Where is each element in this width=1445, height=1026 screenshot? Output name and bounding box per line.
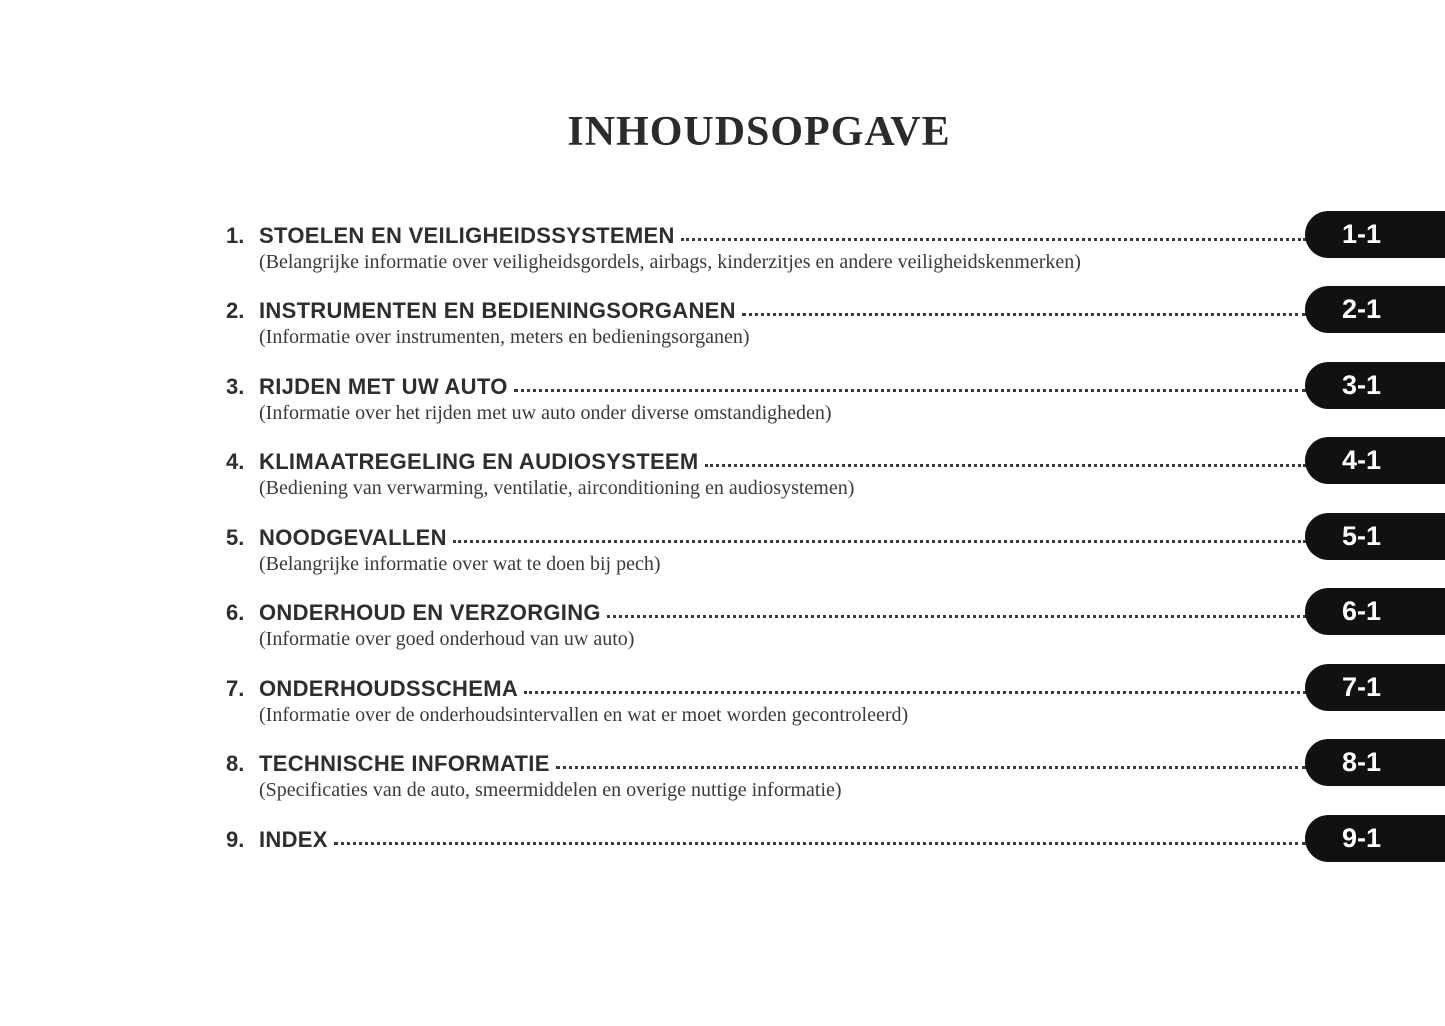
page-title: INHOUDSOPGAVE (567, 109, 951, 155)
entry-heading[interactable]: ONDERHOUDSSCHEMA (259, 676, 519, 701)
entry-heading[interactable]: INDEX (259, 827, 328, 852)
toc-entry-4[interactable] (226, 437, 1445, 507)
page-tab-4-1[interactable]: 4-1 (1305, 437, 1445, 484)
entry-number: 8. (226, 751, 245, 776)
entry-heading[interactable]: NOODGEVALLEN (259, 525, 447, 550)
toc-entry-5[interactable] (226, 513, 1445, 583)
page-tab-7-1[interactable]: 7-1 (1305, 664, 1445, 711)
dot-leader (514, 388, 1306, 392)
entry-description: (Informatie over instrumenten, meters en bedieningsorganen) (259, 326, 750, 348)
entry-number: 1. (226, 223, 245, 248)
entry-heading[interactable]: INSTRUMENTEN EN BEDIENINGSORGANEN (259, 298, 736, 323)
entry-description: (Informatie over goed onderhoud van uw auto) (259, 628, 635, 650)
dot-leader (742, 312, 1306, 316)
entry-number: 9. (226, 827, 245, 852)
toc-entry-2[interactable] (226, 286, 1445, 356)
entry-heading[interactable]: TECHNISCHE INFORMATIE (259, 751, 550, 776)
toc-entry-1[interactable] (226, 211, 1445, 281)
entry-number: 6. (226, 600, 245, 625)
dot-leader (681, 237, 1306, 241)
entry-heading[interactable]: KLIMAATREGELING EN AUDIOSYSTEEM (259, 449, 699, 474)
entry-description: (Informatie over het rijden met uw auto onder diverse omstandigheden) (259, 402, 832, 424)
entry-number: 7. (226, 676, 245, 701)
page-tab-3-1[interactable]: 3-1 (1305, 362, 1445, 409)
entry-number: 4. (226, 449, 245, 474)
entry-number: 3. (226, 374, 245, 399)
dot-leader (524, 690, 1306, 694)
toc-entry-7[interactable] (226, 664, 1445, 734)
entry-description: (Belangrijke informatie over veiligheidsgordels, airbags, kinderzitjes en andere veiligheidskenmerken) (259, 251, 1081, 273)
entry-number: 2. (226, 298, 245, 323)
page-tab-8-1[interactable]: 8-1 (1305, 739, 1445, 786)
toc-entry-9[interactable] (226, 815, 1445, 885)
page-tab-6-1[interactable]: 6-1 (1305, 588, 1445, 635)
toc-entry-8[interactable] (226, 739, 1445, 809)
entry-heading[interactable]: STOELEN EN VEILIGHEIDSSYSTEMEN (259, 223, 675, 248)
entry-number: 5. (226, 525, 245, 550)
entry-heading[interactable]: ONDERHOUD EN VERZORGING (259, 600, 601, 625)
page-tab-1-1[interactable]: 1-1 (1305, 211, 1445, 258)
page-tab-5-1[interactable]: 5-1 (1305, 513, 1445, 560)
dot-leader (334, 841, 1306, 845)
entry-description: (Informatie over de onderhoudsintervallen en wat er moet worden gecontroleerd) (259, 704, 909, 726)
entry-description: (Belangrijke informatie over wat te doen bij pech) (259, 553, 661, 575)
entry-description: (Specificaties van de auto, smeermiddelen en overige nuttige informatie) (259, 779, 842, 801)
page-tab-2-1[interactable]: 2-1 (1305, 286, 1445, 333)
toc-entry-3[interactable] (226, 362, 1445, 432)
dot-leader (705, 463, 1306, 467)
dot-leader (607, 614, 1306, 618)
dot-leader (556, 765, 1306, 769)
dot-leader (453, 539, 1306, 543)
entry-heading[interactable]: RIJDEN MET UW AUTO (259, 374, 508, 399)
entry-description: (Bediening van verwarming, ventilatie, airconditioning en audiosystemen) (259, 477, 855, 499)
toc-entry-6[interactable] (226, 588, 1445, 658)
page-tab-9-1[interactable]: 9-1 (1305, 815, 1445, 862)
